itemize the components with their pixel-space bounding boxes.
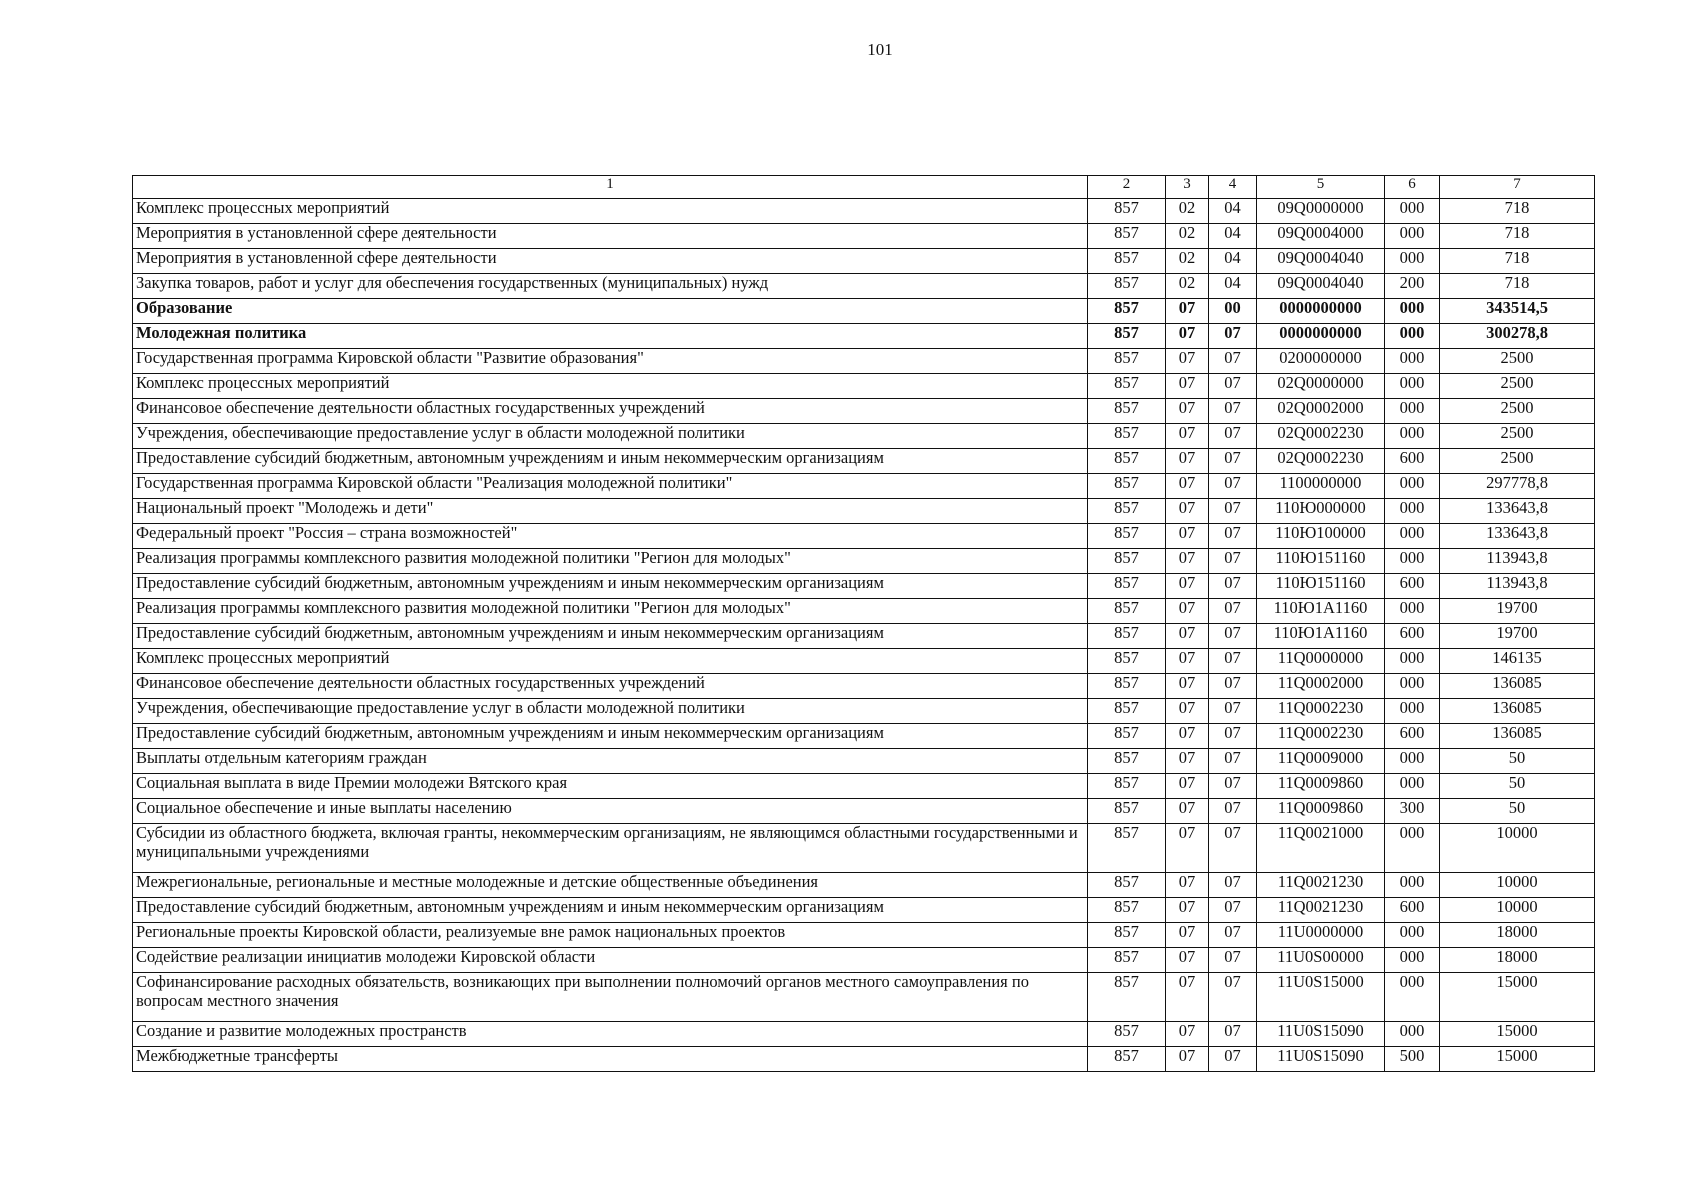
row-code-admin: 857 — [1088, 199, 1166, 224]
table-body — [133, 199, 1595, 1072]
row-amount: 136085 — [1440, 724, 1595, 749]
row-code-section: 07 — [1166, 424, 1209, 449]
table-row — [133, 249, 1595, 274]
row-amount: 19700 — [1440, 599, 1595, 624]
table-row — [133, 299, 1595, 324]
row-code-subsection: 04 — [1209, 274, 1257, 299]
row-code-section: 07 — [1166, 324, 1209, 349]
row-code-section: 02 — [1166, 274, 1209, 299]
row-code-target: 110Ю151160 — [1257, 549, 1385, 574]
table-row — [133, 774, 1595, 799]
row-code-expense-type: 000 — [1385, 774, 1440, 799]
table-row — [133, 624, 1595, 649]
row-code-target: 110Ю1А1160 — [1257, 599, 1385, 624]
row-code-section: 07 — [1166, 524, 1209, 549]
row-amount: 136085 — [1440, 674, 1595, 699]
row-code-admin: 857 — [1088, 499, 1166, 524]
row-name: Предоставление субсидий бюджетным, автономным учреждениям и иным некоммерческим организациям — [133, 724, 1088, 749]
row-code-expense-type: 600 — [1385, 449, 1440, 474]
row-code-admin: 857 — [1088, 449, 1166, 474]
row-code-target: 02Q0002230 — [1257, 449, 1385, 474]
row-name: Финансовое обеспечение деятельности областных государственных учреждений — [133, 674, 1088, 699]
row-code-subsection: 00 — [1209, 299, 1257, 324]
row-code-expense-type: 000 — [1385, 374, 1440, 399]
row-code-expense-type: 000 — [1385, 474, 1440, 499]
budget-table — [132, 175, 1595, 1072]
row-name: Социальная выплата в виде Премии молодежи Вятского края — [133, 774, 1088, 799]
row-name: Молодежная политика — [133, 324, 1088, 349]
table-row — [133, 349, 1595, 374]
row-code-subsection: 07 — [1209, 649, 1257, 674]
row-code-target: 1100000000 — [1257, 474, 1385, 499]
row-code-subsection: 07 — [1209, 449, 1257, 474]
row-code-subsection: 04 — [1209, 224, 1257, 249]
row-code-section: 07 — [1166, 549, 1209, 574]
row-code-admin: 857 — [1088, 699, 1166, 724]
row-code-subsection: 07 — [1209, 499, 1257, 524]
row-code-section: 07 — [1166, 824, 1209, 873]
row-amount: 2500 — [1440, 374, 1595, 399]
row-amount: 18000 — [1440, 948, 1595, 973]
row-code-target: 11Q0021000 — [1257, 824, 1385, 873]
row-code-section: 07 — [1166, 948, 1209, 973]
row-code-subsection: 07 — [1209, 574, 1257, 599]
row-code-target: 11Q0002000 — [1257, 674, 1385, 699]
row-code-target: 11U0S15090 — [1257, 1022, 1385, 1047]
row-amount: 113943,8 — [1440, 574, 1595, 599]
row-code-section: 07 — [1166, 1047, 1209, 1072]
row-code-admin: 857 — [1088, 824, 1166, 873]
row-code-subsection: 07 — [1209, 898, 1257, 923]
row-name: Содействие реализации инициатив молодежи Кировской области — [133, 948, 1088, 973]
row-code-expense-type: 000 — [1385, 249, 1440, 274]
table-row — [133, 1047, 1595, 1072]
row-name: Закупка товаров, работ и услуг для обеспечения государственных (муниципальных) нужд — [133, 274, 1088, 299]
row-name: Комплекс процессных мероприятий — [133, 199, 1088, 224]
row-name: Комплекс процессных мероприятий — [133, 374, 1088, 399]
row-code-target: 11Q0009860 — [1257, 774, 1385, 799]
row-code-admin: 857 — [1088, 299, 1166, 324]
row-code-admin: 857 — [1088, 649, 1166, 674]
table-row — [133, 699, 1595, 724]
row-code-target: 11Q0002230 — [1257, 699, 1385, 724]
row-code-section: 07 — [1166, 774, 1209, 799]
row-name: Региональные проекты Кировской области, реализуемые вне рамок национальных проектов — [133, 923, 1088, 948]
row-code-subsection: 07 — [1209, 674, 1257, 699]
row-code-admin: 857 — [1088, 1022, 1166, 1047]
row-code-subsection: 07 — [1209, 749, 1257, 774]
row-code-expense-type: 000 — [1385, 923, 1440, 948]
table-row — [133, 324, 1595, 349]
table-row — [133, 374, 1595, 399]
row-code-expense-type: 600 — [1385, 574, 1440, 599]
row-amount: 300278,8 — [1440, 324, 1595, 349]
row-code-subsection: 07 — [1209, 474, 1257, 499]
row-code-section: 07 — [1166, 873, 1209, 898]
table-row — [133, 224, 1595, 249]
row-code-admin: 857 — [1088, 898, 1166, 923]
row-code-section: 07 — [1166, 299, 1209, 324]
row-code-admin: 857 — [1088, 399, 1166, 424]
row-amount: 2500 — [1440, 399, 1595, 424]
row-name: Учреждения, обеспечивающие предоставление услуг в области молодежной политики — [133, 699, 1088, 724]
row-amount: 718 — [1440, 249, 1595, 274]
row-code-expense-type: 200 — [1385, 274, 1440, 299]
row-name: Субсидии из областного бюджета, включая гранты, некоммерческим организациям, не являющимся областными государственными и муниципальными учреждениями — [133, 824, 1088, 873]
row-code-admin: 857 — [1088, 574, 1166, 599]
row-code-expense-type: 000 — [1385, 524, 1440, 549]
row-name: Образование — [133, 299, 1088, 324]
row-code-admin: 857 — [1088, 749, 1166, 774]
row-code-target: 11U0S15090 — [1257, 1047, 1385, 1072]
row-code-admin: 857 — [1088, 599, 1166, 624]
col-header-4: 4 — [1209, 176, 1257, 199]
row-code-section: 07 — [1166, 674, 1209, 699]
row-code-section: 07 — [1166, 699, 1209, 724]
table-row — [133, 574, 1595, 599]
row-code-admin: 857 — [1088, 324, 1166, 349]
row-code-subsection: 07 — [1209, 948, 1257, 973]
table-row — [133, 474, 1595, 499]
row-amount: 2500 — [1440, 349, 1595, 374]
row-amount: 10000 — [1440, 873, 1595, 898]
row-code-target: 09Q0000000 — [1257, 199, 1385, 224]
row-code-expense-type: 000 — [1385, 599, 1440, 624]
row-amount: 50 — [1440, 774, 1595, 799]
table-row — [133, 649, 1595, 674]
row-code-expense-type: 000 — [1385, 824, 1440, 873]
row-amount: 343514,5 — [1440, 299, 1595, 324]
row-name: Предоставление субсидий бюджетным, автономным учреждениям и иным некоммерческим организациям — [133, 449, 1088, 474]
row-code-target: 11Q0000000 — [1257, 649, 1385, 674]
row-code-expense-type: 600 — [1385, 624, 1440, 649]
row-name: Социальное обеспечение и иные выплаты населению — [133, 799, 1088, 824]
row-code-target: 110Ю1А1160 — [1257, 624, 1385, 649]
row-code-expense-type: 000 — [1385, 224, 1440, 249]
row-code-expense-type: 500 — [1385, 1047, 1440, 1072]
row-code-subsection: 07 — [1209, 424, 1257, 449]
row-amount: 297778,8 — [1440, 474, 1595, 499]
row-code-target: 0000000000 — [1257, 299, 1385, 324]
table-row — [133, 749, 1595, 774]
row-code-admin: 857 — [1088, 1047, 1166, 1072]
row-code-admin: 857 — [1088, 624, 1166, 649]
row-code-target: 11U0S00000 — [1257, 948, 1385, 973]
row-code-section: 07 — [1166, 474, 1209, 499]
row-code-admin: 857 — [1088, 724, 1166, 749]
row-code-subsection: 04 — [1209, 249, 1257, 274]
row-code-subsection: 07 — [1209, 349, 1257, 374]
row-code-expense-type: 000 — [1385, 349, 1440, 374]
table-row — [133, 1022, 1595, 1047]
row-code-expense-type: 600 — [1385, 724, 1440, 749]
row-code-subsection: 07 — [1209, 374, 1257, 399]
row-code-target: 110Ю100000 — [1257, 524, 1385, 549]
row-name: Федеральный проект "Россия – страна возможностей" — [133, 524, 1088, 549]
page-number: 101 — [867, 40, 893, 59]
row-amount: 10000 — [1440, 824, 1595, 873]
row-code-target: 09Q0004040 — [1257, 249, 1385, 274]
table-row — [133, 799, 1595, 824]
row-name: Национальный проект "Молодежь и дети" — [133, 499, 1088, 524]
col-header-3: 3 — [1166, 176, 1209, 199]
row-amount: 19700 — [1440, 624, 1595, 649]
row-code-expense-type: 000 — [1385, 324, 1440, 349]
row-code-admin: 857 — [1088, 224, 1166, 249]
row-code-target: 11Q0002230 — [1257, 724, 1385, 749]
row-code-section: 02 — [1166, 249, 1209, 274]
row-amount: 2500 — [1440, 424, 1595, 449]
row-amount: 15000 — [1440, 1047, 1595, 1072]
row-code-target: 11U0S15000 — [1257, 973, 1385, 1022]
table-row — [133, 274, 1595, 299]
table-row — [133, 674, 1595, 699]
row-code-expense-type: 300 — [1385, 799, 1440, 824]
table-header-row — [133, 176, 1595, 199]
row-amount: 18000 — [1440, 923, 1595, 948]
row-code-section: 07 — [1166, 799, 1209, 824]
row-code-section: 07 — [1166, 624, 1209, 649]
row-code-section: 07 — [1166, 649, 1209, 674]
row-code-target: 02Q0000000 — [1257, 374, 1385, 399]
table-row — [133, 199, 1595, 224]
row-code-subsection: 07 — [1209, 599, 1257, 624]
row-code-admin: 857 — [1088, 774, 1166, 799]
row-code-target: 11Q0021230 — [1257, 898, 1385, 923]
row-code-target: 0000000000 — [1257, 324, 1385, 349]
row-name: Финансовое обеспечение деятельности областных государственных учреждений — [133, 399, 1088, 424]
row-code-admin: 857 — [1088, 349, 1166, 374]
row-name: Мероприятия в установленной сфере деятельности — [133, 224, 1088, 249]
row-code-section: 07 — [1166, 923, 1209, 948]
row-code-expense-type: 000 — [1385, 199, 1440, 224]
row-code-expense-type: 000 — [1385, 873, 1440, 898]
table-row — [133, 973, 1595, 1022]
row-amount: 2500 — [1440, 449, 1595, 474]
row-code-admin: 857 — [1088, 274, 1166, 299]
row-name: Межбюджетные трансферты — [133, 1047, 1088, 1072]
row-code-section: 07 — [1166, 1022, 1209, 1047]
row-code-expense-type: 000 — [1385, 699, 1440, 724]
col-header-2: 2 — [1088, 176, 1166, 199]
row-code-section: 07 — [1166, 898, 1209, 923]
row-code-expense-type: 000 — [1385, 948, 1440, 973]
row-name: Государственная программа Кировской области "Развитие образования" — [133, 349, 1088, 374]
table-row — [133, 449, 1595, 474]
row-name: Создание и развитие молодежных пространств — [133, 1022, 1088, 1047]
row-code-section: 07 — [1166, 749, 1209, 774]
table-row — [133, 399, 1595, 424]
row-name: Государственная программа Кировской области "Реализация молодежной политики" — [133, 474, 1088, 499]
table-row — [133, 923, 1595, 948]
row-code-section: 02 — [1166, 199, 1209, 224]
row-code-target: 09Q0004000 — [1257, 224, 1385, 249]
row-amount: 718 — [1440, 274, 1595, 299]
row-code-subsection: 07 — [1209, 1022, 1257, 1047]
row-code-target: 09Q0004040 — [1257, 274, 1385, 299]
row-name: Выплаты отдельным категориям граждан — [133, 749, 1088, 774]
row-name: Реализация программы комплексного развития молодежной политики "Регион для молодых" — [133, 549, 1088, 574]
row-code-expense-type: 000 — [1385, 499, 1440, 524]
row-code-section: 07 — [1166, 599, 1209, 624]
row-code-target: 110Ю000000 — [1257, 499, 1385, 524]
row-code-section: 07 — [1166, 574, 1209, 599]
table-row — [133, 424, 1595, 449]
row-code-subsection: 07 — [1209, 774, 1257, 799]
row-code-subsection: 07 — [1209, 873, 1257, 898]
row-name: Комплекс процессных мероприятий — [133, 649, 1088, 674]
row-name: Софинансирование расходных обязательств, возникающих при выполнении полномочий органов местного самоуправления по вопросам местного значения — [133, 973, 1088, 1022]
row-code-expense-type: 000 — [1385, 424, 1440, 449]
row-amount: 718 — [1440, 224, 1595, 249]
row-code-subsection: 07 — [1209, 549, 1257, 574]
row-code-admin: 857 — [1088, 374, 1166, 399]
row-code-target: 11Q0009860 — [1257, 799, 1385, 824]
row-code-subsection: 07 — [1209, 399, 1257, 424]
row-code-expense-type: 000 — [1385, 973, 1440, 1022]
row-code-admin: 857 — [1088, 674, 1166, 699]
table-row — [133, 549, 1595, 574]
row-code-section: 07 — [1166, 349, 1209, 374]
row-code-target: 11Q0021230 — [1257, 873, 1385, 898]
row-code-subsection: 07 — [1209, 724, 1257, 749]
table-row — [133, 524, 1595, 549]
row-name: Реализация программы комплексного развития молодежной политики "Регион для молодых" — [133, 599, 1088, 624]
row-code-admin: 857 — [1088, 923, 1166, 948]
row-code-section: 07 — [1166, 449, 1209, 474]
row-code-target: 110Ю151160 — [1257, 574, 1385, 599]
row-amount: 146135 — [1440, 649, 1595, 674]
row-amount: 15000 — [1440, 973, 1595, 1022]
row-code-admin: 857 — [1088, 948, 1166, 973]
row-amount: 113943,8 — [1440, 549, 1595, 574]
row-code-admin: 857 — [1088, 973, 1166, 1022]
col-header-1: 1 — [133, 176, 1088, 199]
row-code-section: 07 — [1166, 399, 1209, 424]
row-code-subsection: 07 — [1209, 1047, 1257, 1072]
row-code-section: 02 — [1166, 224, 1209, 249]
table-row — [133, 824, 1595, 873]
row-code-subsection: 07 — [1209, 324, 1257, 349]
row-code-expense-type: 000 — [1385, 749, 1440, 774]
table-row — [133, 898, 1595, 923]
row-code-target: 02Q0002000 — [1257, 399, 1385, 424]
row-code-expense-type: 000 — [1385, 399, 1440, 424]
row-code-section: 07 — [1166, 374, 1209, 399]
row-code-admin: 857 — [1088, 474, 1166, 499]
row-code-admin: 857 — [1088, 424, 1166, 449]
table-row — [133, 724, 1595, 749]
row-code-target: 0200000000 — [1257, 349, 1385, 374]
row-amount: 10000 — [1440, 898, 1595, 923]
row-code-expense-type: 000 — [1385, 299, 1440, 324]
row-code-subsection: 07 — [1209, 699, 1257, 724]
table-row — [133, 499, 1595, 524]
row-name: Учреждения, обеспечивающие предоставление услуг в области молодежной политики — [133, 424, 1088, 449]
row-code-section: 07 — [1166, 973, 1209, 1022]
row-code-subsection: 07 — [1209, 799, 1257, 824]
row-code-subsection: 04 — [1209, 199, 1257, 224]
col-header-7: 7 — [1440, 176, 1595, 199]
row-code-expense-type: 000 — [1385, 649, 1440, 674]
row-name: Предоставление субсидий бюджетным, автономным учреждениям и иным некоммерческим организациям — [133, 624, 1088, 649]
row-code-expense-type: 000 — [1385, 1022, 1440, 1047]
row-amount: 133643,8 — [1440, 499, 1595, 524]
row-code-target: 02Q0002230 — [1257, 424, 1385, 449]
col-header-6: 6 — [1385, 176, 1440, 199]
row-name: Мероприятия в установленной сфере деятельности — [133, 249, 1088, 274]
row-name: Предоставление субсидий бюджетным, автономным учреждениям и иным некоммерческим организациям — [133, 574, 1088, 599]
table-row — [133, 948, 1595, 973]
row-code-admin: 857 — [1088, 524, 1166, 549]
col-header-5: 5 — [1257, 176, 1385, 199]
row-name: Предоставление субсидий бюджетным, автономным учреждениям и иным некоммерческим организациям — [133, 898, 1088, 923]
row-amount: 50 — [1440, 799, 1595, 824]
row-amount: 50 — [1440, 749, 1595, 774]
table-row — [133, 599, 1595, 624]
table-row — [133, 873, 1595, 898]
row-code-admin: 857 — [1088, 249, 1166, 274]
row-code-subsection: 07 — [1209, 624, 1257, 649]
row-amount: 133643,8 — [1440, 524, 1595, 549]
row-code-expense-type: 000 — [1385, 674, 1440, 699]
row-amount: 718 — [1440, 199, 1595, 224]
row-code-admin: 857 — [1088, 873, 1166, 898]
row-code-admin: 857 — [1088, 799, 1166, 824]
row-amount: 136085 — [1440, 699, 1595, 724]
row-amount: 15000 — [1440, 1022, 1595, 1047]
row-code-subsection: 07 — [1209, 524, 1257, 549]
row-code-target: 11Q0009000 — [1257, 749, 1385, 774]
row-code-section: 07 — [1166, 499, 1209, 524]
row-code-subsection: 07 — [1209, 923, 1257, 948]
row-code-target: 11U0000000 — [1257, 923, 1385, 948]
row-code-expense-type: 600 — [1385, 898, 1440, 923]
row-code-section: 07 — [1166, 724, 1209, 749]
row-code-admin: 857 — [1088, 549, 1166, 574]
row-code-subsection: 07 — [1209, 973, 1257, 1022]
row-code-subsection: 07 — [1209, 824, 1257, 873]
row-code-expense-type: 000 — [1385, 549, 1440, 574]
row-name: Межрегиональные, региональные и местные молодежные и детские общественные объединения — [133, 873, 1088, 898]
